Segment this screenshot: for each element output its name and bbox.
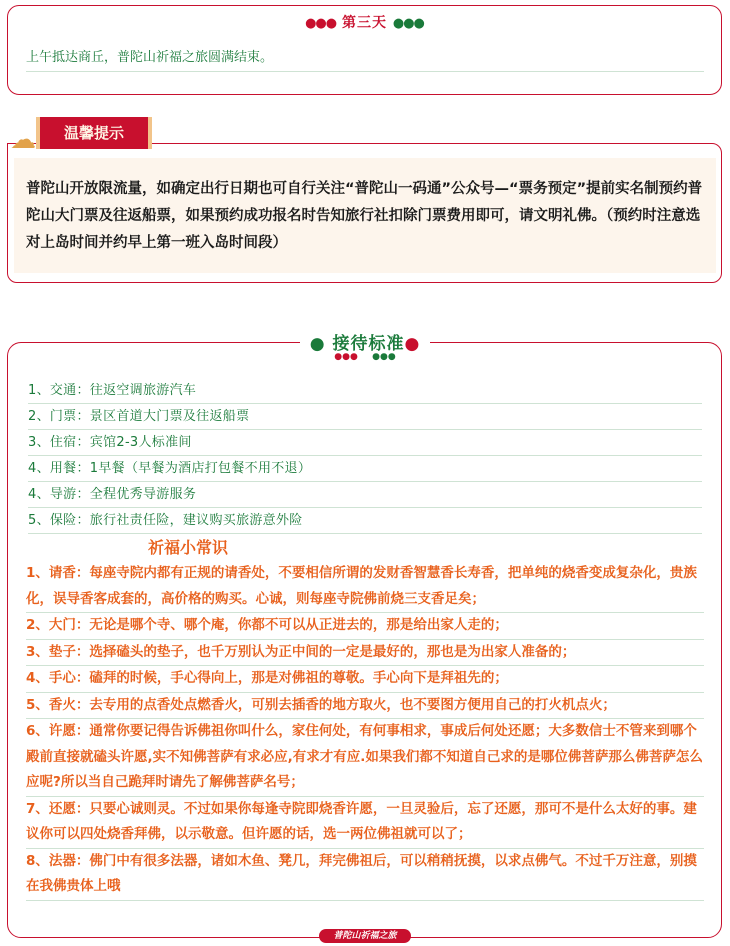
green-dots-icon: ●●● xyxy=(392,16,424,31)
tips-label xyxy=(10,117,150,155)
list-item: 1、请香：每座寺院内都有正规的请香处，不要相信所谓的发财香智慧香长寿香，把单纯的烧香变成复杂化，贵族化，误导香客成套的，高价格的购买。心诚，则每座寺院佛前烧三支香足矣； xyxy=(26,561,704,613)
list-item: 2、门票：景区首道大门票及往返船票 xyxy=(28,404,702,430)
list-item: 4、导游：全程优秀导游服务 xyxy=(28,482,702,508)
knowledge-list xyxy=(26,561,704,901)
tips-text: 普陀山开放限流量，如确定出行日期也可自行关注“普陀山一码通”公众号—“票务预定”提前实名制预约普陀山大门票及往返船票，如果预约成功报名时告知旅行社扣除门票费用即可，请文明礼佛。（预约时注意选对上岛时间并约早上第一班入岛时间段） xyxy=(14,158,716,273)
list-item: 2、大门：无论是哪个寺、哪个庵，你都不可以从正进去的，那是给出家人走的； xyxy=(26,613,704,640)
reception-list xyxy=(28,378,702,534)
list-item: 5、香火：去专用的点香处点燃香火，可别去插香的地方取火，也不要图方便用自己的打火机点火； xyxy=(26,693,704,720)
footer-tag: 普陀山祈福之旅 xyxy=(319,929,411,943)
red-dots-icon: ●●● xyxy=(305,16,337,31)
list-item: 3、垫子：选择磕头的垫子，也千万别认为正中间的一定是最好的，那也是为出家人准备的； xyxy=(26,640,704,667)
list-item: 3、住宿：宾馆2-3人标准间 xyxy=(28,430,702,456)
day3-title: 第三天 xyxy=(342,15,387,31)
list-item: 7、还愿：只要心诚则灵。不过如果你每逢寺院即烧香许愿，一旦灵验后，忘了还愿，那可不是什么太好的事。建议你可以四处烧香拜佛，以示敬意。但许愿的话，选一两位佛祖就可以了； xyxy=(26,797,704,849)
list-item: 8、法器：佛门中有很多法器，诸如木鱼、凳几，拜完佛祖后，可以稍稍抚摸，以求点佛气。不过千万注意，别摸在我佛贵体上哦 xyxy=(26,849,704,901)
green-dots-icon: ●●● xyxy=(372,352,396,362)
day3-itinerary-line: 上午抵达商丘，普陀山祈福之旅圆满结束。 xyxy=(26,46,704,72)
list-item: 4、用餐：1早餐（早餐为酒店打包餐不用不退） xyxy=(28,456,702,482)
list-item: 6、许愿：通常你要记得告诉佛祖你叫什么，家住何处，有何事相求，事成后何处还愿；大多数信士不管来到哪个殿前直接就磕头许愿,实不知佛菩萨有求必应,有求才有应.如果我们都不知道自己求的是哪位佛菩萨那么佛菩萨怎么应呢?所以当自己跪拜时请先了解佛菩萨名号； xyxy=(26,719,704,797)
list-item: 5、保险：旅行社责任险，建议购买旅游意外险 xyxy=(28,508,702,534)
reception-heading xyxy=(0,329,730,354)
list-item: 1、交通：往返空调旅游汽车 xyxy=(28,378,702,404)
red-dots-icon: ●●● xyxy=(334,352,358,362)
reception-title: 接待标准 xyxy=(332,334,405,354)
decorative-dots xyxy=(0,352,730,362)
day3-heading xyxy=(7,12,722,32)
tips-label-banner: 温馨提示 xyxy=(36,117,152,149)
red-bullet-icon: ● xyxy=(404,334,421,354)
list-item: 4、手心：磕拜的时候，手心得向上，那是对佛祖的尊敬。手心向下是拜祖先的； xyxy=(26,666,704,693)
knowledge-title: 祈福小常识 xyxy=(148,538,229,557)
green-bullet-icon: ● xyxy=(309,334,326,354)
auspicious-cloud-icon: ☁ xyxy=(10,125,36,155)
